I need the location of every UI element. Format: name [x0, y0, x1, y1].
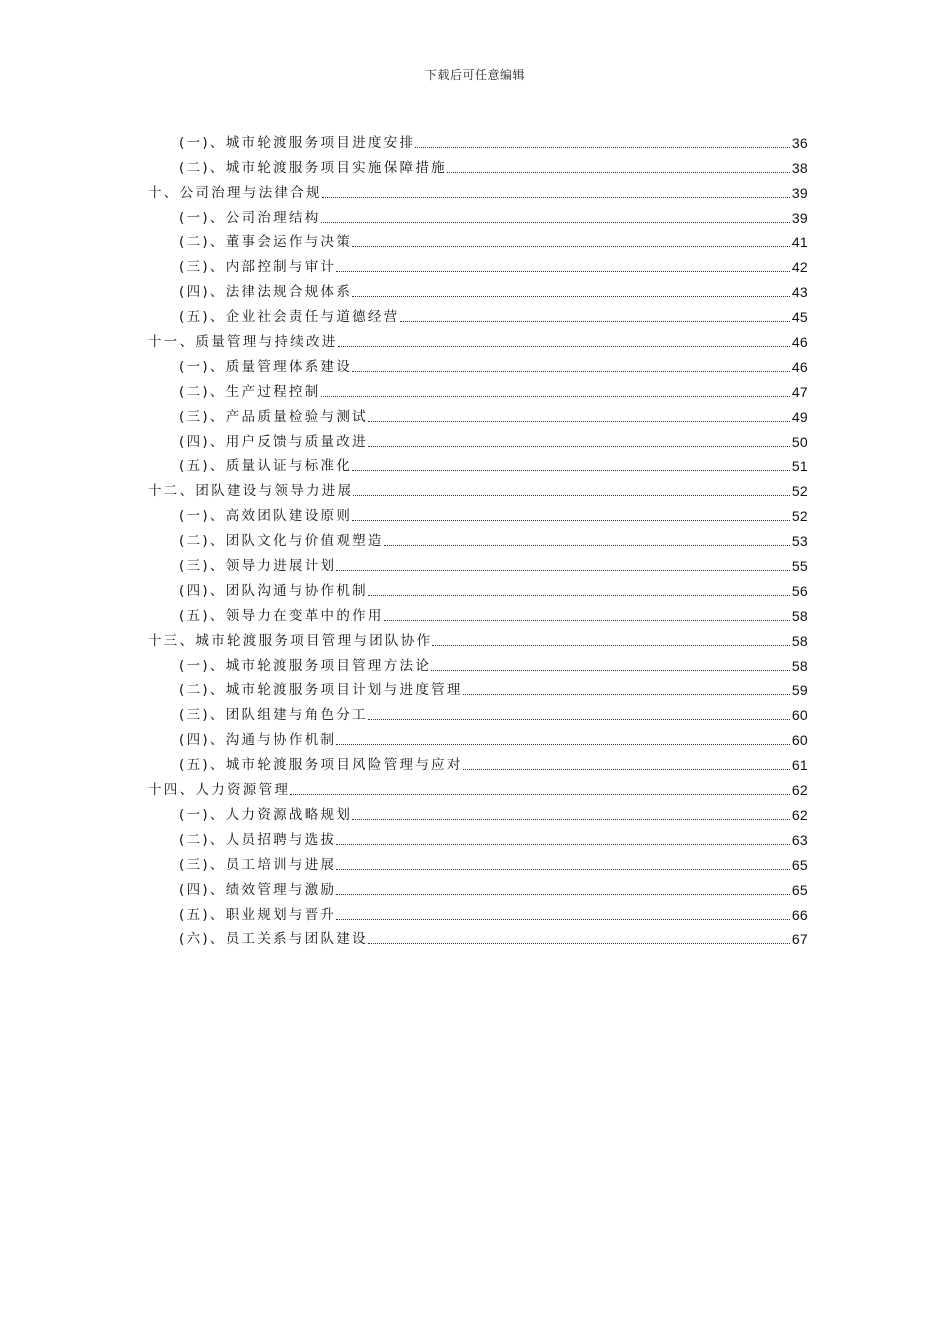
toc-page-number: 67: [791, 931, 808, 948]
toc-section-entry[interactable]: [148, 275, 808, 300]
toc-dot-leader: [336, 869, 789, 870]
toc-page-number: 59: [791, 682, 808, 699]
toc-section-entry[interactable]: [148, 201, 808, 226]
toc-page-number: 52: [791, 483, 808, 500]
toc-section-entry[interactable]: [148, 798, 808, 823]
toc-chapter-entry[interactable]: [148, 773, 808, 798]
toc-entry-title: (四)、用户反馈与质量改进: [179, 433, 368, 450]
toc-page-number: 56: [791, 582, 808, 599]
toc-dot-leader: [290, 794, 790, 795]
toc-section-entry[interactable]: [148, 151, 808, 176]
toc-dot-leader: [352, 371, 790, 372]
toc-page-number: 63: [791, 831, 808, 848]
toc-dot-leader: [415, 147, 789, 148]
toc-entry-title: (四)、绩效管理与激励: [179, 881, 337, 898]
toc-section-entry[interactable]: [148, 226, 808, 251]
toc-section-entry[interactable]: [148, 674, 808, 699]
toc-dot-leader: [463, 769, 790, 770]
toc-page-number: 55: [791, 558, 808, 575]
toc-page-number: 60: [791, 732, 808, 749]
toc-section-entry[interactable]: [148, 898, 808, 923]
toc-entry-title: (二)、城市轮渡服务项目计划与进度管理: [179, 682, 463, 699]
toc-section-entry[interactable]: [148, 450, 808, 475]
toc-dot-leader: [368, 719, 790, 720]
toc-dot-leader: [336, 271, 789, 272]
toc-entry-title: (二)、生产过程控制: [179, 383, 321, 400]
toc-entry-title: (一)、城市轮渡服务项目管理方法论: [179, 657, 432, 674]
toc-dot-leader: [321, 396, 790, 397]
toc-page-number: 49: [791, 408, 808, 425]
toc-page-number: 39: [791, 184, 808, 201]
page-header: 下载后可任意编辑: [424, 68, 525, 82]
toc-page-number: 62: [791, 782, 808, 799]
toc-entry-title: (五)、企业社会责任与道德经营: [179, 309, 400, 326]
toc-entry-title: (五)、领导力在变革中的作用: [179, 607, 384, 624]
toc-page-number: 46: [791, 358, 808, 375]
toc-dot-leader: [338, 346, 790, 347]
toc-dot-leader: [352, 520, 790, 521]
toc-section-entry[interactable]: [148, 923, 808, 948]
toc-entry-title: (四)、法律法规合规体系: [179, 284, 353, 301]
toc-dot-leader: [400, 321, 790, 322]
toc-section-entry[interactable]: [148, 574, 808, 599]
toc-entry-title: (四)、团队沟通与协作机制: [179, 582, 368, 599]
toc-section-entry[interactable]: [148, 848, 808, 873]
toc-page-number: 65: [791, 881, 808, 898]
toc-dot-leader: [352, 819, 790, 820]
toc-section-entry[interactable]: [148, 126, 808, 151]
toc-entry-title: (五)、城市轮渡服务项目风险管理与应对: [179, 757, 463, 774]
toc-page-number: 36: [791, 134, 808, 151]
toc-page-number: 42: [791, 259, 808, 276]
toc-entry-title: (四)、沟通与协作机制: [179, 732, 337, 749]
toc-entry-title: (一)、人力资源战略规划: [179, 806, 353, 823]
toc-section-entry[interactable]: [148, 350, 808, 375]
toc-section-entry[interactable]: [148, 300, 808, 325]
table-of-contents: [148, 126, 808, 947]
toc-dot-leader: [447, 172, 790, 173]
toc-entry-title: (二)、人员招聘与选拔: [179, 831, 337, 848]
toc-page-number: 61: [791, 757, 808, 774]
toc-entry-title: (五)、职业规划与晋升: [179, 906, 337, 923]
toc-dot-leader: [336, 894, 789, 895]
toc-section-entry[interactable]: [148, 599, 808, 624]
toc-entry-title: (五)、质量认证与标准化: [179, 458, 353, 475]
toc-page-number: 62: [791, 806, 808, 823]
toc-page-number: 52: [791, 508, 808, 525]
toc-page-number: 51: [791, 458, 808, 475]
toc-dot-leader: [384, 545, 790, 546]
toc-chapter-entry[interactable]: [148, 624, 808, 649]
toc-entry-title: (一)、质量管理体系建设: [179, 358, 353, 375]
toc-chapter-entry[interactable]: [148, 474, 808, 499]
toc-page-number: 43: [791, 284, 808, 301]
toc-section-entry[interactable]: [148, 250, 808, 275]
toc-page-number: 65: [791, 856, 808, 873]
toc-section-entry[interactable]: [148, 823, 808, 848]
toc-entry-title: (一)、高效团队建设原则: [179, 508, 353, 525]
toc-section-entry[interactable]: [148, 649, 808, 674]
toc-page-number: 58: [791, 607, 808, 624]
toc-dot-leader: [352, 470, 790, 471]
toc-page-number: 41: [791, 234, 808, 251]
toc-section-entry[interactable]: [148, 549, 808, 574]
toc-page-number: 58: [791, 632, 808, 649]
toc-page-number: 50: [791, 433, 808, 450]
toc-dot-leader: [368, 943, 790, 944]
toc-section-entry[interactable]: [148, 425, 808, 450]
toc-entry-title: 十二、团队建设与领导力进展: [148, 483, 354, 500]
toc-dot-leader: [336, 844, 789, 845]
toc-page-number: 45: [791, 309, 808, 326]
toc-dot-leader: [321, 222, 790, 223]
toc-section-entry[interactable]: [148, 698, 808, 723]
toc-page-number: 39: [791, 209, 808, 226]
toc-entry-title: (三)、领导力进展计划: [179, 558, 337, 575]
toc-entry-title: (三)、员工培训与进展: [179, 856, 337, 873]
toc-dot-leader: [336, 919, 789, 920]
toc-dot-leader: [322, 197, 790, 198]
toc-entry-title: 十一、质量管理与持续改进: [148, 334, 338, 351]
toc-page-number: 46: [791, 334, 808, 351]
toc-section-entry[interactable]: [148, 748, 808, 773]
toc-dot-leader: [352, 246, 790, 247]
toc-section-entry[interactable]: [148, 873, 808, 898]
toc-dot-leader: [432, 645, 789, 646]
toc-dot-leader: [463, 694, 790, 695]
toc-page-number: 58: [791, 657, 808, 674]
toc-section-entry[interactable]: [148, 400, 808, 425]
toc-entry-title: 十、公司治理与法律合规: [148, 184, 322, 201]
toc-entry-title: (六)、员工关系与团队建设: [179, 931, 368, 948]
toc-page-number: 47: [791, 383, 808, 400]
toc-section-entry[interactable]: [148, 499, 808, 524]
toc-entry-title: (三)、团队组建与角色分工: [179, 707, 368, 724]
toc-dot-leader: [368, 446, 790, 447]
toc-entry-title: (一)、城市轮渡服务项目进度安排: [179, 134, 416, 151]
toc-chapter-entry[interactable]: [148, 176, 808, 201]
toc-dot-leader: [353, 495, 789, 496]
toc-entry-title: (一)、公司治理结构: [179, 209, 321, 226]
toc-page-number: 38: [791, 159, 808, 176]
toc-section-entry[interactable]: [148, 723, 808, 748]
toc-entry-title: (三)、产品质量检验与测试: [179, 408, 368, 425]
toc-section-entry[interactable]: [148, 524, 808, 549]
toc-dot-leader: [336, 570, 789, 571]
toc-section-entry[interactable]: [148, 375, 808, 400]
toc-page-number: 60: [791, 707, 808, 724]
toc-entry-title: 十四、人力资源管理: [148, 782, 291, 799]
toc-entry-title: (二)、团队文化与价值观塑造: [179, 533, 384, 550]
toc-entry-title: (三)、内部控制与审计: [179, 259, 337, 276]
toc-dot-leader: [431, 670, 790, 671]
toc-entry-title: (二)、董事会运作与决策: [179, 234, 353, 251]
toc-dot-leader: [368, 421, 790, 422]
toc-entry-title: (二)、城市轮渡服务项目实施保障措施: [179, 159, 447, 176]
toc-page-number: 66: [791, 906, 808, 923]
toc-dot-leader: [368, 595, 790, 596]
toc-page-number: 53: [791, 533, 808, 550]
toc-chapter-entry[interactable]: [148, 325, 808, 350]
toc-dot-leader: [352, 296, 790, 297]
toc-entry-title: 十三、城市轮渡服务项目管理与团队协作: [148, 632, 433, 649]
toc-dot-leader: [336, 744, 789, 745]
toc-dot-leader: [384, 620, 790, 621]
